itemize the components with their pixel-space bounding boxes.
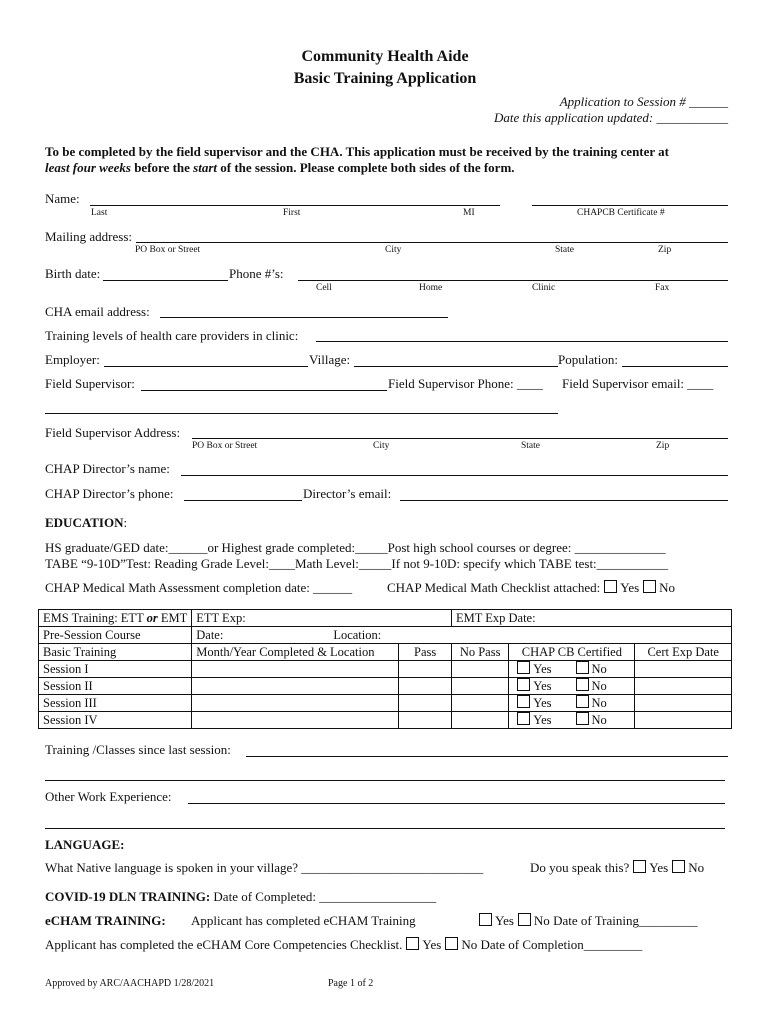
chap-cb-cell [509, 712, 635, 729]
training-classes-label: Training /Classes since last session: [45, 742, 231, 757]
ems-training-label: EMS Training: ETT [43, 611, 144, 625]
fs-address-sub-zip: Zip [656, 441, 670, 451]
fs-phone-field[interactable]: Field Supervisor Phone: ____ [388, 376, 543, 391]
pre-session-date-location-cell[interactable] [192, 627, 732, 644]
phone-label: Phone #’s: [229, 266, 284, 281]
table-row [39, 695, 732, 712]
chapcb-cert-input-line[interactable] [532, 205, 728, 206]
mailing-sub-po: PO Box or Street [135, 245, 201, 255]
education-heading [45, 515, 127, 531]
certified-yes-checkbox[interactable] [517, 695, 530, 708]
table-row [39, 661, 732, 678]
fs-email-field[interactable]: Field Supervisor email: ____ [562, 376, 714, 391]
math-checklist-no-label: No [659, 580, 676, 595]
table-row [39, 712, 732, 729]
cha-email-label: CHA email address: [45, 304, 150, 319]
cert-exp-header: Cert Exp Date [635, 644, 732, 661]
session-label: Session III [39, 695, 192, 712]
education-heading-text: EDUCATION [45, 515, 124, 530]
certified-yes-checkbox[interactable] [517, 712, 530, 725]
cha-email-input-line[interactable] [160, 317, 448, 318]
intro-text-end: of the session. Please complete both sides of the form. [217, 160, 515, 175]
echam-no-checkbox[interactable] [518, 913, 531, 926]
certified-no-checkbox[interactable] [576, 678, 589, 691]
phone-sub-home: Home [419, 283, 443, 293]
other-work-extra-line[interactable] [45, 828, 725, 829]
checklist-no-checkbox[interactable] [445, 937, 458, 950]
echam-training-row [475, 913, 698, 929]
certified-no-label: No [591, 696, 607, 710]
phone-sub-cell: Cell [316, 283, 332, 293]
certified-no-label: No [591, 662, 607, 676]
certified-no-checkbox[interactable] [576, 661, 589, 674]
other-work-label: Other Work Experience: [45, 789, 172, 804]
month-year-cell[interactable] [192, 695, 399, 712]
no-pass-cell[interactable] [451, 678, 508, 695]
echam-checklist-label: Applicant has completed the eCHAM Core Competencies Checklist. [45, 937, 403, 952]
intro-emphasis-weeks: least four weeks [45, 160, 131, 175]
fs-extra-line[interactable] [45, 413, 558, 414]
certified-no-label: No [591, 679, 607, 693]
certified-no-label: No [591, 713, 607, 727]
chap-cb-header: CHAP CB Certified [509, 644, 635, 661]
certified-no-checkbox[interactable] [576, 712, 589, 725]
ems-or-label: or [146, 611, 158, 625]
birth-date-label: Birth date: [45, 266, 101, 281]
certified-yes-label: Yes [533, 679, 552, 693]
checklist-yes-checkbox[interactable] [406, 937, 419, 950]
math-assessment-field[interactable]: CHAP Medical Math Assessment completion date: ______ [45, 580, 353, 595]
math-checklist-row [387, 580, 675, 596]
echam-completed-label: Applicant has completed eCHAM Training [191, 913, 416, 928]
directors-email-label: Director’s email: [303, 486, 392, 501]
pass-header: Pass [399, 644, 452, 661]
directors-email-input-line[interactable] [400, 500, 728, 501]
speak-no-checkbox[interactable] [672, 860, 685, 873]
training-classes-extra-line[interactable] [45, 780, 725, 781]
employer-label: Employer: [45, 352, 100, 367]
fs-address-sub-state: State [521, 441, 540, 451]
echam-checklist-row [45, 937, 642, 953]
math-checklist-yes-checkbox[interactable] [604, 580, 617, 593]
chap-director-name-label: CHAP Director’s name: [45, 461, 170, 476]
pre-session-cell: Pre-Session Course [39, 627, 192, 644]
month-year-header: Month/Year Completed & Location [192, 644, 399, 661]
training-levels-input-line[interactable] [316, 341, 728, 342]
basic-training-header: Basic Training [39, 644, 192, 661]
cert-exp-cell[interactable] [635, 712, 732, 729]
echam-training-label: eCHAM TRAINING: [45, 913, 166, 928]
math-checklist-yes-label: Yes [620, 580, 640, 595]
form-title: Community Health Aide [301, 48, 469, 65]
table-row [39, 644, 732, 661]
echam-yes-checkbox[interactable] [479, 913, 492, 926]
certified-no-checkbox[interactable] [576, 695, 589, 708]
form-subtitle: Basic Training Application [293, 70, 477, 87]
session-number-field[interactable]: Application to Session # ______ [559, 94, 728, 109]
education-heading-colon: : [123, 515, 128, 530]
month-year-cell[interactable] [192, 661, 399, 678]
chap-director-name-input-line[interactable] [181, 475, 728, 476]
table-row [39, 678, 732, 695]
no-pass-cell[interactable] [451, 695, 508, 712]
certified-yes-label: Yes [533, 662, 552, 676]
training-levels-label: Training levels of health care providers in clinic: [45, 328, 299, 343]
ett-exp-cell[interactable]: ETT Exp: [192, 610, 452, 627]
no-pass-cell[interactable] [451, 712, 508, 729]
no-pass-header: No Pass [451, 644, 508, 661]
hs-ged-row[interactable]: HS graduate/GED date:______or Highest grade completed:_____Post high school courses or degree: ______________ [45, 540, 666, 555]
session-label: Session I [39, 661, 192, 678]
chap-cb-cell [509, 678, 635, 695]
ems-emt-label: EMT [160, 611, 188, 625]
pass-cell[interactable] [399, 678, 452, 695]
intro-line-1: To be completed by the field supervisor and the CHA. This application must be received by the training center at [45, 144, 670, 159]
intro-emphasis-start: start [193, 160, 218, 175]
name-sub-cert: CHAPCB Certificate # [577, 208, 665, 218]
pre-session-date-label: Date: [196, 628, 224, 642]
mailing-input-line[interactable] [136, 242, 728, 243]
speak-no-label: No [688, 860, 705, 875]
pre-session-location-label: Location: [333, 628, 382, 642]
no-pass-cell[interactable] [451, 661, 508, 678]
name-sub-first: First [283, 208, 301, 218]
village-input-line[interactable] [354, 366, 558, 367]
emt-exp-cell[interactable]: EMT Exp Date: [451, 610, 731, 627]
mailing-sub-city: City [385, 245, 402, 255]
phone-sub-clinic: Clinic [532, 283, 556, 293]
intro-line-2 [45, 160, 515, 176]
date-updated-field[interactable]: Date this application updated: ___________ [494, 110, 728, 125]
fs-address-input-line[interactable] [192, 438, 728, 439]
session-label: Session IV [39, 712, 192, 729]
month-year-cell[interactable] [192, 678, 399, 695]
language-heading: LANGUAGE: [45, 837, 125, 852]
table-row [39, 610, 732, 627]
native-language-field[interactable]: What Native language is spoken in your village? ____________________________ [45, 860, 484, 875]
certified-yes-label: Yes [533, 713, 552, 727]
other-work-input-line[interactable] [188, 803, 725, 804]
echam-yes-label: Yes [495, 913, 514, 928]
speak-yes-checkbox[interactable] [633, 860, 646, 873]
cert-exp-cell[interactable] [635, 678, 732, 695]
certified-yes-checkbox[interactable] [517, 661, 530, 674]
name-label: Name: [45, 191, 80, 206]
mailing-sub-state: State [555, 245, 574, 255]
village-label: Village: [309, 352, 351, 367]
footer-page-number: Page 1 of 2 [328, 978, 374, 989]
mailing-sub-zip: Zip [658, 245, 672, 255]
fs-address-sub-city: City [373, 441, 390, 451]
certified-yes-label: Yes [533, 696, 552, 710]
chap-director-phone-label: CHAP Director’s phone: [45, 486, 174, 501]
phone-sub-fax: Fax [655, 283, 670, 293]
phone-input-line[interactable] [298, 280, 728, 281]
ems-training-cell [39, 610, 192, 627]
table-row [39, 627, 732, 644]
checklist-yes-label: Yes [422, 937, 442, 952]
chap-director-phone-input-line[interactable] [184, 500, 302, 501]
birth-date-input-line[interactable] [103, 280, 228, 281]
echam-date-training-field[interactable]: Date of Training_________ [553, 913, 698, 928]
covid-date-field: Date of Completed: __________________ [210, 889, 437, 904]
tabe-row[interactable]: TABE “9-10D”Test: Reading Grade Level:____Math Level:_____If not 9-10D: specify which TABE test:___________ [45, 556, 669, 571]
intro-text: before the [130, 160, 194, 175]
population-label: Population: [558, 352, 618, 367]
fs-address-sub-po: PO Box or Street [192, 441, 258, 451]
month-year-cell[interactable] [192, 712, 399, 729]
cert-exp-cell[interactable] [635, 661, 732, 678]
math-checklist-no-checkbox[interactable] [643, 580, 656, 593]
pass-cell[interactable] [399, 661, 452, 678]
pass-cell[interactable] [399, 695, 452, 712]
name-input-line[interactable] [90, 205, 500, 206]
field-supervisor-input-line[interactable] [141, 390, 387, 391]
mailing-label: Mailing address: [45, 229, 133, 244]
employer-input-line[interactable] [104, 366, 308, 367]
speak-row [530, 860, 704, 876]
cert-exp-cell[interactable] [635, 695, 732, 712]
checklist-date-completion-field[interactable]: Date of Completion_________ [480, 937, 643, 952]
training-classes-input-line[interactable] [246, 756, 728, 757]
name-sub-last: Last [91, 208, 108, 218]
certified-yes-checkbox[interactable] [517, 678, 530, 691]
speak-label: Do you speak this? [530, 860, 630, 875]
session-label: Session II [39, 678, 192, 695]
covid-training-label: COVID-19 DLN TRAINING: [45, 889, 211, 904]
fs-address-label: Field Supervisor Address: [45, 425, 181, 440]
training-table [38, 609, 732, 729]
chap-cb-cell [509, 661, 635, 678]
speak-yes-label: Yes [649, 860, 669, 875]
math-checklist-label: CHAP Medical Math Checklist attached: [387, 580, 601, 595]
checklist-no-label: No [461, 937, 478, 952]
population-input-line[interactable] [622, 366, 728, 367]
footer-approved: Approved by ARC/AACHAPD 1/28/2021 [45, 978, 215, 989]
echam-no-label: No [533, 913, 550, 928]
field-supervisor-label: Field Supervisor: [45, 376, 135, 391]
name-sub-mi: MI [463, 208, 475, 218]
chap-cb-cell [509, 695, 635, 712]
pass-cell[interactable] [399, 712, 452, 729]
covid-training-row[interactable] [45, 889, 436, 905]
